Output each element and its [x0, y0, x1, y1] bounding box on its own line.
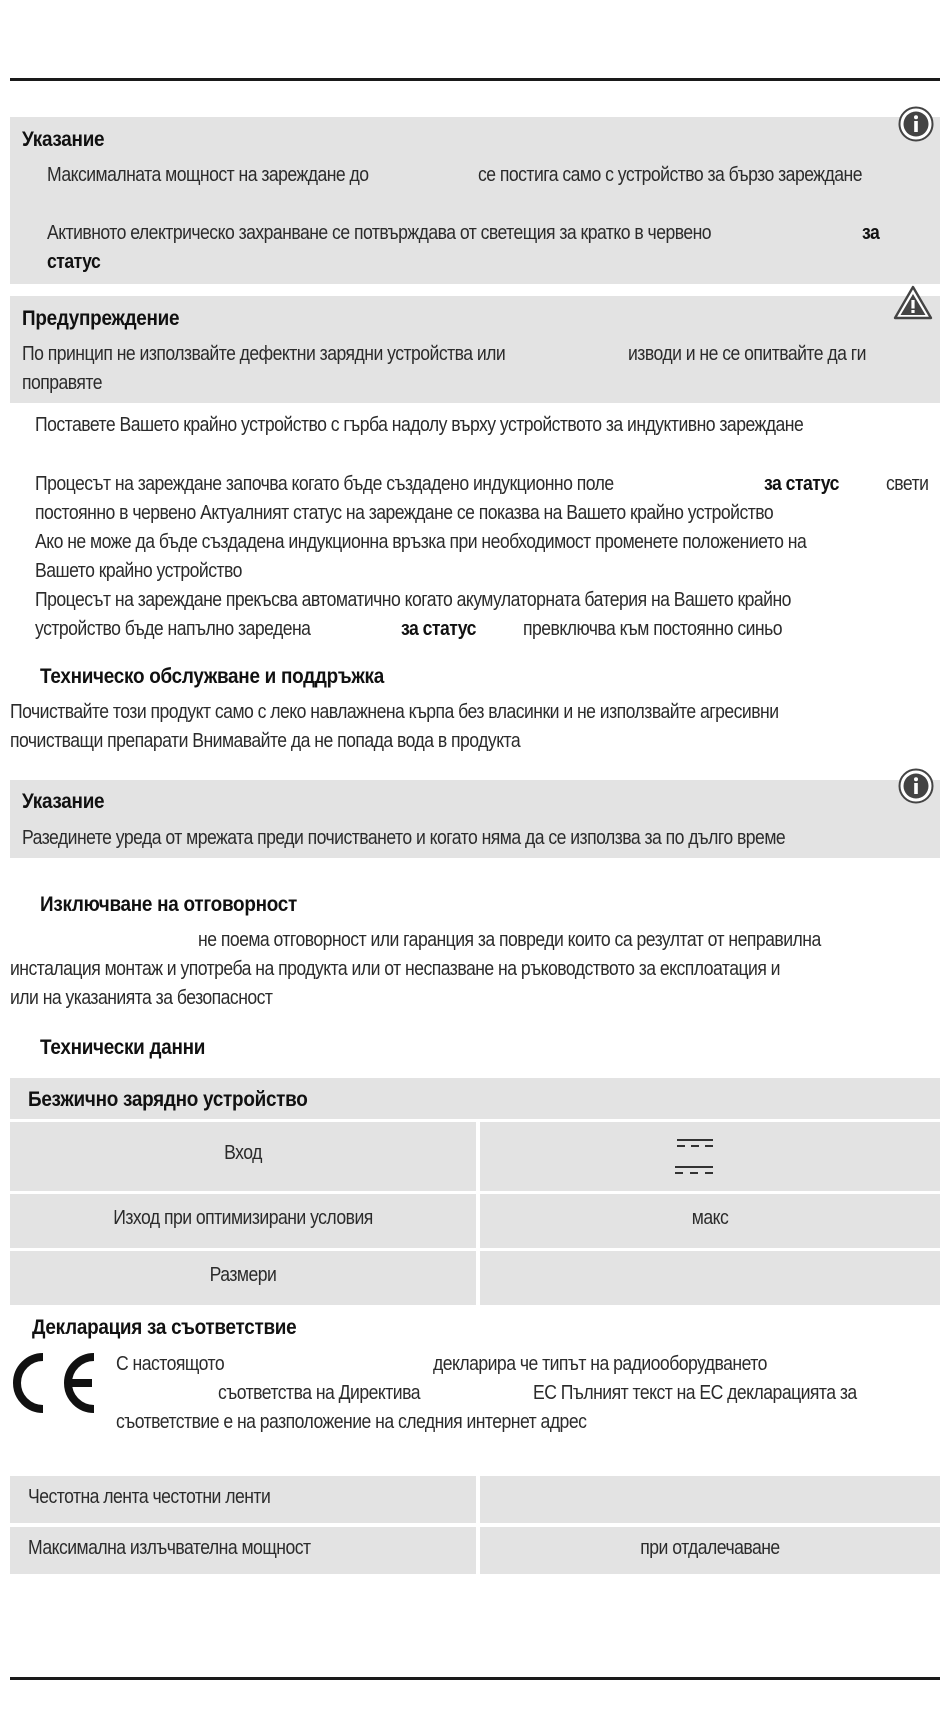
note-text: се постига само с устройство за бързо зареждане: [478, 164, 862, 186]
cell-text: Честотна лента честотни ленти: [28, 1486, 271, 1508]
note-text-bold: за: [862, 222, 880, 244]
step-text: Поставете Вашето крайно устройство с гърба надолу върху устройството за индуктивно зареждане: [35, 414, 804, 436]
warning-text: изводи и не се опитвайте да ги: [628, 343, 866, 365]
top-rule: [10, 78, 940, 81]
note-title: Указание: [22, 790, 105, 813]
warning-text: По принцип не използвайте дефектни зарядни устройства или: [22, 343, 506, 365]
ce-mark-icon: [8, 1351, 100, 1415]
table-cell-label: [10, 1122, 476, 1191]
table-cell-label: [10, 1476, 476, 1523]
step-text: свети: [886, 473, 929, 495]
cell-text: при отдалечаване: [640, 1537, 780, 1559]
note-text: Активното електрическо захранване се потвърждава от светещия за кратко в червено: [47, 222, 712, 244]
table-cell-value: [480, 1122, 940, 1191]
note-box: [10, 117, 940, 284]
conformity-text: С настоящото: [116, 1353, 225, 1375]
section-heading: Техническо обслужване и поддръжка: [40, 665, 384, 688]
body-text: не поема отговорност или гаранция за повреди които са резултат от неправилна: [198, 929, 821, 951]
step-text: Вашето крайно устройство: [35, 560, 242, 582]
section-heading: Изключване на отговорност: [40, 893, 297, 916]
table-cell-label: [10, 1194, 476, 1248]
cell-text: Размери: [209, 1264, 277, 1286]
cell-text: Максимална излъчвателна мощност: [28, 1537, 311, 1559]
body-text: инсталация монтаж и употреба на продукта или от неспазване на ръководството за експлоатация и: [10, 958, 780, 980]
step-text-bold: за статус: [764, 473, 839, 495]
conformity-text: декларира че типът на радиооборудването: [433, 1353, 767, 1375]
note-text: Максималната мощност на зареждане до: [47, 164, 369, 186]
section-heading: Декларация за съответствие: [32, 1316, 297, 1339]
section-heading: Технически данни: [40, 1036, 206, 1059]
dc-symbol-icon: [673, 1138, 717, 1150]
warning-icon: [893, 285, 933, 321]
note-title: Указание: [22, 128, 105, 151]
bottom-rule: [10, 1677, 940, 1680]
table-cell-value: [480, 1476, 940, 1523]
conformity-text: съответствие е на разположение на следния интернет адрес: [116, 1411, 587, 1433]
cell-text: Изход при оптимизирани условия: [113, 1207, 373, 1229]
table-cell-value: [480, 1527, 940, 1574]
step-text: устройство бъде напълно заредена: [35, 618, 311, 640]
step-text: Процесът на зареждане прекъсва автоматично когато акумулаторната батерия на Вашето крайно: [35, 589, 791, 611]
warning-text: поправяте: [22, 372, 103, 394]
step-text: постоянно в червено Актуалният статус на зареждане се показва на Вашето крайно устройство: [35, 502, 774, 524]
body-text: Почиствайте този продукт само с леко навлажнена кърпа без власинки и не използвайте агресивни: [10, 701, 779, 723]
warning-title: Предупреждение: [22, 307, 180, 330]
step-text: Ако не може да бъде създадена индукционна връзка при необходимост променете положението на: [35, 531, 807, 553]
table-cell-value: [480, 1251, 940, 1305]
note-text-bold: статус: [47, 251, 101, 273]
table-cell-value: [480, 1194, 940, 1248]
step-text: превключва към постоянно синьо: [523, 618, 783, 640]
conformity-text: съответства на Директива: [218, 1382, 420, 1404]
info-icon: [898, 106, 934, 142]
info-icon: [898, 768, 934, 804]
body-text: почистващи препарати Внимавайте да не попада вода в продукта: [10, 730, 521, 752]
table-cell-label: [10, 1527, 476, 1574]
cell-text: Вход: [224, 1142, 262, 1164]
table-cell-label: [10, 1251, 476, 1305]
step-text-bold: за статус: [401, 618, 476, 640]
note-text: Разединете уреда от мрежата преди почистването и когато няма да се използва за по дълго време: [22, 827, 786, 849]
cell-text: макс: [691, 1207, 729, 1229]
step-text: Процесът на зареждане започва когато бъде създадено индукционно поле: [35, 473, 614, 495]
dc-symbol-icon: [673, 1165, 717, 1177]
table-title: Безжично зарядно устройство: [28, 1088, 308, 1111]
body-text: или на указанията за безопасност: [10, 987, 273, 1009]
conformity-text: ЕС Пълният текст на ЕС декларацията за: [533, 1382, 857, 1404]
